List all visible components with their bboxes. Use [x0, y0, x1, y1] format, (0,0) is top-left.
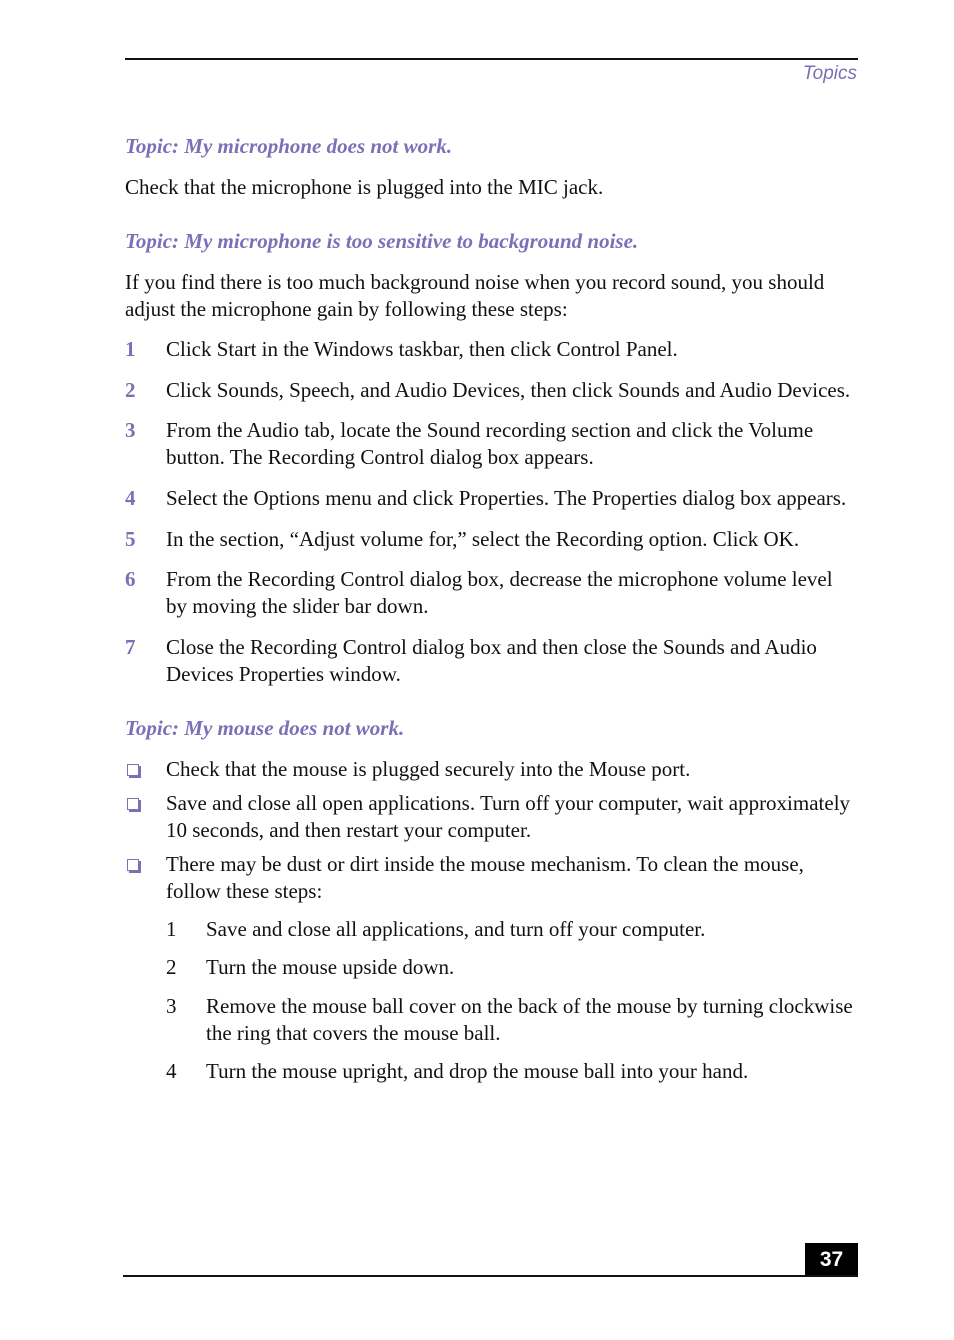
noise-steps-list [125, 336, 858, 688]
substep-text: Remove the mouse ball cover on the back of the mouse by turning clockwise the ring that covers the mouse ball. [206, 994, 853, 1045]
step-number: 1 [125, 337, 136, 361]
substep-number: 2 [166, 955, 177, 979]
topic-heading-microphone: Topic: My microphone does not work. [125, 134, 453, 158]
substep-text: Turn the mouse upright, and drop the mouse ball into your hand. [206, 1059, 749, 1083]
checkbox-bullet-icon [127, 859, 139, 871]
substep-number: 3 [166, 994, 177, 1018]
step-number: 6 [125, 567, 136, 591]
step-number: 3 [125, 418, 136, 442]
footer-rule [123, 1275, 858, 1277]
step-number: 2 [125, 378, 136, 402]
list-item [125, 377, 858, 404]
substep-text: Save and close all applications, and turn off your computer. [206, 917, 706, 941]
running-header: Topics [802, 63, 857, 84]
list-item [125, 336, 858, 363]
list-item [125, 634, 858, 688]
step-text: Click Sounds, Speech, and Audio Devices, then click Sounds and Audio Devices. [166, 378, 851, 402]
list-item [125, 756, 858, 783]
topic-body-microphone: Check that the microphone is plugged into the MIC jack. [125, 175, 604, 199]
step-number: 4 [125, 486, 136, 510]
bullet-text: Check that the mouse is plugged securely into the Mouse port. [166, 757, 691, 781]
step-text: From the Audio tab, locate the Sound recording section and click the Volume button. The Recording Control dialog box appears. [166, 418, 814, 469]
checkbox-bullet-icon [127, 798, 139, 810]
topic-heading-mouse: Topic: My mouse does not work. [125, 716, 405, 740]
list-item [166, 916, 858, 943]
step-text: Close the Recording Control dialog box and then close the Sounds and Audio Devices Properties window. [166, 635, 817, 686]
list-item [125, 417, 858, 471]
step-number: 5 [125, 527, 136, 551]
page-content [125, 133, 858, 1085]
step-text: Click Start in the Windows taskbar, then click Control Panel. [166, 337, 678, 361]
mouse-cleaning-steps [125, 916, 858, 1085]
step-text: In the section, “Adjust volume for,” select the Recording option. Click OK. [166, 527, 800, 551]
topic-body-noise: If you find there is too much background noise when you record sound, you should adjust the microphone gain by following these steps: [125, 270, 825, 321]
substep-number: 4 [166, 1059, 177, 1083]
step-number: 7 [125, 635, 136, 659]
step-text: From the Recording Control dialog box, decrease the microphone volume level by moving the slider bar down. [166, 567, 833, 618]
checkbox-bullet-icon [127, 764, 139, 776]
page-number: 37 [805, 1243, 858, 1276]
bullet-text: Save and close all open applications. Turn off your computer, wait approximately 10 seconds, and then restart your computer. [166, 791, 851, 842]
topic-heading-noise: Topic: My microphone is too sensitive to background noise. [125, 229, 639, 253]
list-item [125, 485, 858, 512]
bullet-text: There may be dust or dirt inside the mouse mechanism. To clean the mouse, follow these steps: [166, 852, 804, 903]
substep-text: Turn the mouse upside down. [206, 955, 455, 979]
list-item [125, 851, 858, 905]
list-item [166, 954, 858, 981]
header-rule [125, 58, 858, 60]
substep-number: 1 [166, 917, 177, 941]
list-item [166, 1058, 858, 1085]
list-item [125, 526, 858, 553]
step-text: Select the Options menu and click Properties. The Properties dialog box appears. [166, 486, 847, 510]
mouse-bullet-list [125, 756, 858, 905]
list-item [125, 790, 858, 844]
list-item [125, 566, 858, 620]
list-item [166, 993, 858, 1047]
